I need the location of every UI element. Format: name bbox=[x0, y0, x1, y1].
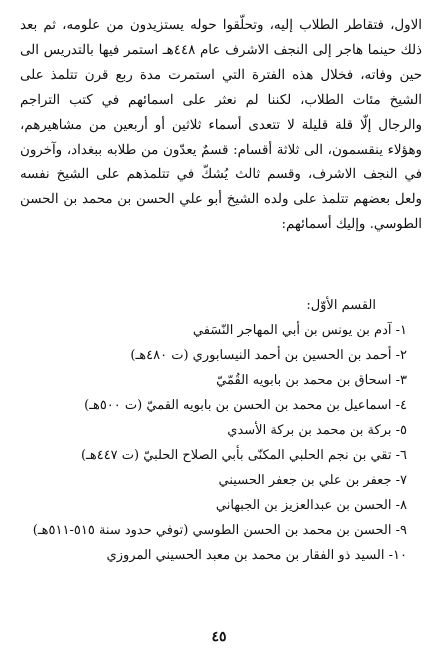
list-item: ١- آدم بن يونس بن أبي المهاجر النّسَفي bbox=[192, 323, 407, 338]
list-item: ٣- اسحاق بن محمد بن بابويه القُمّيّ bbox=[216, 373, 407, 388]
list-item: ٧- جعفر بن علي بن جعفر الحسيني bbox=[218, 473, 407, 488]
page-number: ٤٥ bbox=[211, 629, 227, 645]
list-item: ٥- بركة بن محمد بن بركة الأسدي bbox=[227, 423, 407, 438]
list-item: ١٠- السيد ذو الفقار بن محمد بن معبد الحسيني المروزي bbox=[106, 548, 407, 563]
list-item: ٤- اسماعيل بن محمد بن الحسن بن بابويه القميّ (ت ٥٠٠هـ) bbox=[84, 398, 407, 413]
list-item: ٦- تقي بن نجم الحلبي المكنّى بأبي الصلاح الحلبيّ (ت ٤٤٧هـ) bbox=[80, 448, 407, 463]
list-item: ٢- أحمد بن الحسين بن أحمد النيسابوري (ت ٤٨٠هـ) bbox=[130, 348, 407, 363]
body-paragraph: الاول، فتقاطر الطلاب إليه، وتحلّقوا حوله يستزيدون من علومه، ثم بعد ذلك حينما هاجر إلى النجف الاشرف عام ٤٤٨هـ استمر فيها بالتدريس الى حين وفاته، فخلال هذه الفترة التي استمرت مدة ربع قرن تتلمذ على الشيخ مئات الطلاب، لكننا لم نعثر على اسمائهم في كتب التراجم والرجال إلّا قلة قليلة لا تتعدى أسماء ثلاثين أو أربعين من مشاهيرهم، وهؤلاء ينقسمون، الى ثلاثة أقسام: قسمٌ يعدّون من طلابه ببغداد، وآخرون في النجف الاشرف، وقسم ثالث يُشكّ في تتلمذهم على الشيخ نفسه ولعل بعضهم تتلمذ على ولده الشيخ أبو علي الحسن بن محمد بن الحسن الطوسي. وإليك أسمائهم: bbox=[20, 18, 422, 233]
list-item: ٩- الحسن بن محمد بن الحسن الطوسي (توفي حدود سنة ٥١٥-٥١١هـ) bbox=[32, 523, 407, 538]
students-list bbox=[14, 318, 407, 568]
section-title: القسم الأوّل: bbox=[306, 298, 376, 313]
list-item: ٨- الحسن بن عبدالعزيز بن الجبهاني bbox=[215, 498, 407, 513]
